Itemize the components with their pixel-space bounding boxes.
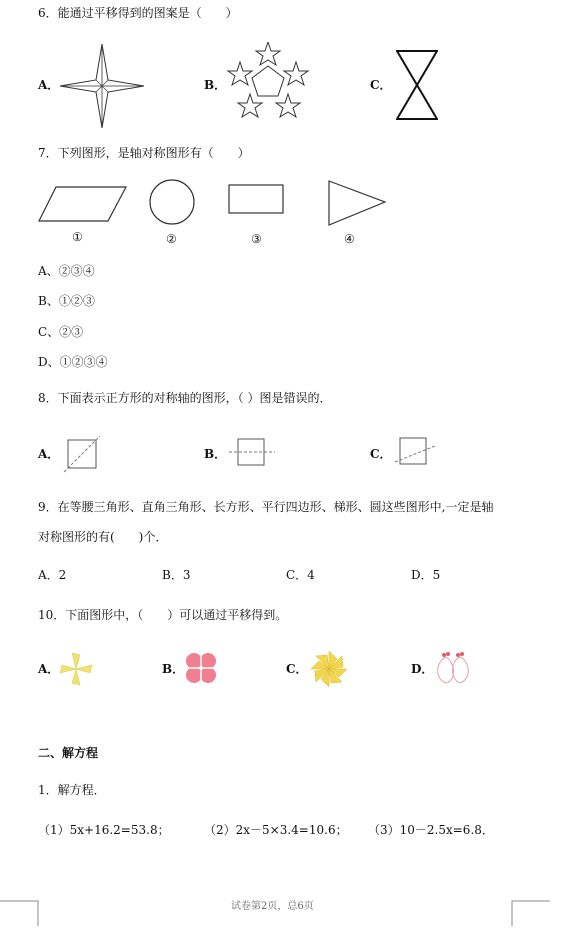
section-2-title: 二、解方程 (38, 746, 99, 760)
q6-stars-pentagon-figure (226, 42, 310, 126)
q6-option-c-label: C． (370, 78, 392, 92)
q10-option-b-label: B． (162, 662, 185, 676)
q9-option-d: D．5 (411, 568, 441, 582)
q7-rectangle-figure (228, 184, 284, 214)
q7-option-a: A、②③④ (38, 264, 95, 278)
q7-parallelogram-figure (38, 186, 128, 222)
q9-text-line1: 9．在等腰三角形、直角三角形、长方形、平行四边形、梯形、圆这些图形中,一定是轴 (38, 500, 494, 514)
q6-text: 6．能通过平移得到的图案是（ ） (38, 6, 238, 20)
equation-1: （1）5x+16.2=53.8； (38, 823, 170, 837)
q8-option-c-label: C． (370, 447, 392, 461)
right-corner-mark (510, 900, 550, 926)
q7-circle-figure (148, 178, 196, 226)
q9-text-line2: 对称图形的有( )个． (38, 530, 168, 544)
q10-text: 10．下面图形中，（ ）可以通过平移得到。 (38, 608, 288, 622)
page-footer: 试卷第2页，总6页 (231, 901, 314, 912)
q10-option-c-label: C． (286, 662, 308, 676)
section-2-q1-text: 1．解方程． (38, 783, 106, 797)
q10-pinwheel-figure (58, 651, 94, 687)
equation-3: （3）10－2.5x=6.8． (368, 823, 494, 837)
q8-option-b-label: B． (204, 447, 227, 461)
q10-flower-figure (182, 651, 220, 687)
q6-four-point-star-figure (60, 44, 144, 128)
q7-figure-label-2: ② (166, 232, 177, 246)
q9-option-c: C．4 (286, 568, 315, 582)
q9-option-b: B．3 (162, 568, 191, 582)
q8-square-slant-figure (394, 436, 436, 470)
q7-figure-label-3: ③ (251, 232, 262, 246)
q6-option-b-label: B． (204, 78, 227, 92)
q10-sun-pinwheel-figure (310, 650, 348, 688)
q7-text: 7．下列图形，是轴对称图形有（ ） (38, 146, 250, 160)
q7-option-c: C、②③ (38, 325, 84, 339)
q8-square-horizontal-figure (228, 436, 276, 470)
q8-square-diagonal-figure (62, 434, 102, 474)
q6-option-a-label: A． (38, 78, 60, 92)
q9-option-a: A．2 (38, 568, 67, 582)
q7-option-b: B、①②③ (38, 294, 95, 308)
q7-figure-label-1: ① (72, 230, 83, 244)
q10-chicks-figure (432, 651, 474, 687)
q10-option-d-label: D． (411, 662, 434, 676)
q10-option-a-label: A． (38, 662, 60, 676)
q7-figure-label-4: ④ (344, 232, 355, 246)
q6-hourglass-figure (396, 50, 438, 120)
q8-text: 8．下面表示正方形的对称轴的图形，（ ）图是错误的． (38, 391, 332, 405)
left-corner-mark (0, 900, 40, 926)
equation-2: （2）2x－5×3.4=10.6； (204, 823, 348, 837)
q7-option-d: D、①②③④ (38, 355, 108, 369)
q7-triangle-figure (328, 180, 386, 226)
q8-option-a-label: A． (38, 447, 60, 461)
